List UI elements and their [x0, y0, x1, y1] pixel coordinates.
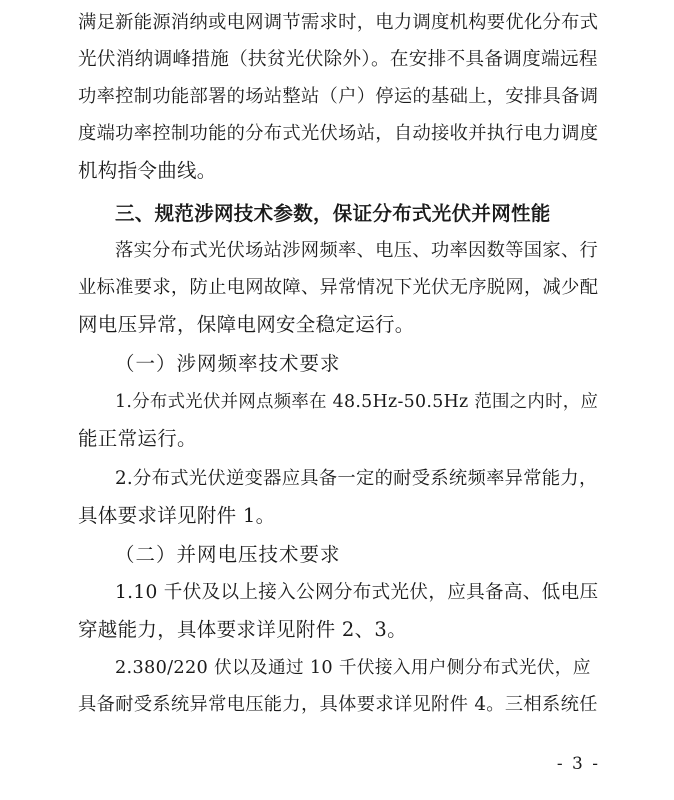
paragraph-line: 穿越能力，具体要求详见附件 2、3。	[78, 618, 407, 641]
paragraph-line: 功率控制功能部署的场站整站（户）停运的基础上，安排具备调	[78, 86, 599, 107]
paragraph-line: 网电压异常，保障电网安全稳定运行。	[78, 313, 415, 336]
section-heading: 三、规范涉网技术参数，保证分布式光伏并网性能	[115, 202, 551, 225]
paragraph-line: 满足新能源消纳或电网调节需求时，电力调度机构要优化分布式	[78, 12, 599, 33]
paragraph-line: 能正常运行。	[78, 427, 197, 450]
paragraph-line: 2.380/220 伏以及通过 10 千伏接入用户侧分布式光伏，应	[115, 658, 591, 678]
paragraph-line: 具体要求详见附件 1。	[78, 504, 276, 527]
paragraph-line: 光伏消纳调峰措施（扶贫光伏除外）。在安排不具备调度端远程	[78, 49, 598, 70]
paragraph-line: 落实分布式光伏场站涉网频率、电压、功率因数等国家、行	[115, 240, 599, 261]
paragraph-line: 度端功率控制功能的分布式光伏场站，自动接收并执行电力调度	[78, 123, 599, 144]
paragraph-line: 2.分布式光伏逆变器应具备一定的耐受系统频率异常能力，	[115, 468, 598, 489]
paragraph-line: 1.分布式光伏并网点频率在 48.5Hz-50.5Hz 范围之内时，应	[115, 392, 599, 412]
paragraph-line: 业标准要求，防止电网故障、异常情况下光伏无序脱网，减少配	[78, 277, 599, 298]
page-number: - 3 -	[556, 754, 600, 774]
paragraph-line: 机构指令曲线。	[78, 159, 217, 182]
subsection-heading: （二）并网电压技术要求	[115, 543, 341, 566]
subsection-heading: （一）涉网频率技术要求	[115, 352, 341, 375]
paragraph-line: 具备耐受系统异常电压能力，具体要求详见附件 4。三相系统任	[78, 694, 598, 715]
paragraph-line: 1.10 千伏及以上接入公网分布式光伏，应具备高、低电压	[115, 582, 599, 603]
